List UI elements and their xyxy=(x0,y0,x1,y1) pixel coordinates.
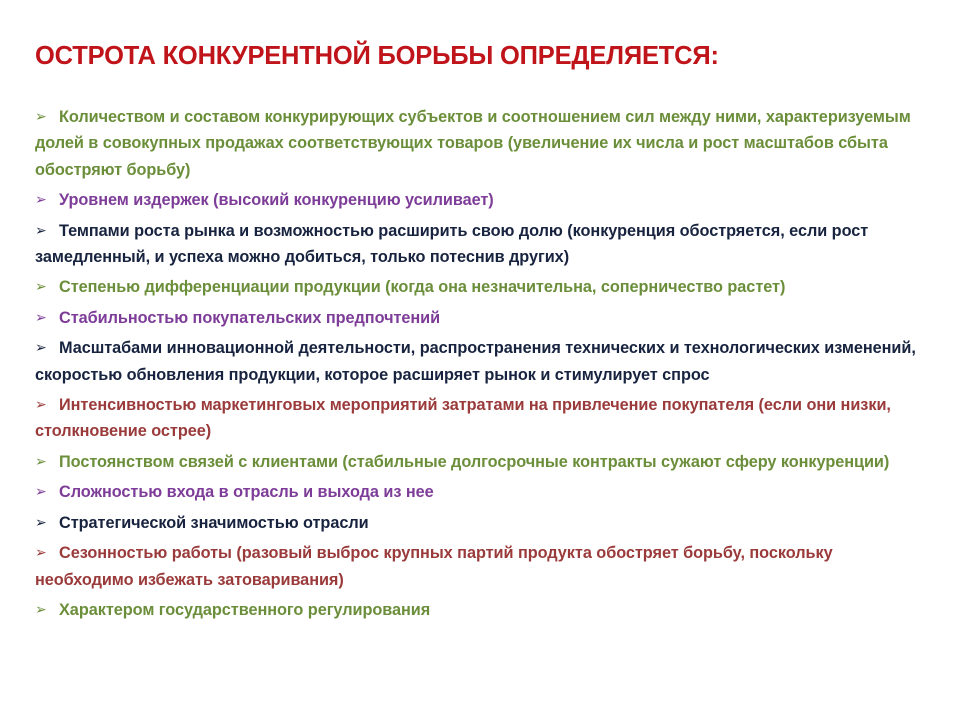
list-item xyxy=(35,335,935,388)
slide-title: ОСТРОТА КОНКУРЕНТНОЙ БОРЬБЫ ОПРЕДЕЛЯЕТСЯ: xyxy=(35,42,719,70)
list-item-text: Сезонностью работы (разовый выброс крупных партий продукта обостряет борьбу, поскольку необходимо избежать затоваривания) xyxy=(35,544,833,589)
arrow-right-icon: ➢ xyxy=(35,309,47,326)
list-item-text: Темпами роста рынка и возможностью расширить свою долю (конкуренция обостряется, если рост замедленный, и успеха можно добиться, только потеснив других) xyxy=(35,221,869,267)
arrow-right-icon: ➢ xyxy=(35,453,47,470)
arrow-right-icon: ➢ xyxy=(35,109,47,125)
list-item-text: Стабильностью покупательских предпочтений xyxy=(59,308,441,327)
list-item xyxy=(35,104,935,183)
list-item-text: Степенью дифференциации продукции (когда она незначительна, соперничество растет) xyxy=(59,278,786,297)
list-item xyxy=(35,510,935,536)
list-item xyxy=(35,392,935,445)
arrow-right-icon: ➢ xyxy=(35,192,47,209)
arrow-right-icon: ➢ xyxy=(35,514,47,531)
list-item xyxy=(35,187,935,213)
arrow-right-icon: ➢ xyxy=(35,397,47,414)
list-item xyxy=(35,540,935,593)
list-item-text: Постоянством связей с клиентами (стабильные долгосрочные контракты сужают сферу конкуренции) xyxy=(59,452,890,471)
arrow-right-icon: ➢ xyxy=(35,601,47,618)
list-item-text: Количеством и составом конкурирующих субъектов и соотношением сил между ними, характеризуемым долей в совокупных продажах соответствующих товаров (увеличение их числа и рост масштабов сбыта обостряют борьбу) xyxy=(35,108,911,179)
list-item-text: Уровнем издержек (высокий конкуренцию усиливает) xyxy=(59,191,494,210)
bullet-list xyxy=(35,104,935,627)
arrow-right-icon: ➢ xyxy=(35,222,47,239)
list-item xyxy=(35,449,935,475)
arrow-right-icon: ➢ xyxy=(35,340,47,357)
list-item-text: Интенсивностью маркетинговых мероприятий затратами на привлечение покупателя (если они низки, столкновение острее) xyxy=(35,396,891,441)
list-item xyxy=(35,479,935,505)
arrow-right-icon: ➢ xyxy=(35,484,47,501)
list-item-text: Характером государственного регулирования xyxy=(59,600,431,619)
list-item xyxy=(35,305,935,331)
list-item xyxy=(35,274,935,300)
list-item-text: Стратегической значимостью отрасли xyxy=(59,513,369,532)
list-item xyxy=(35,218,935,271)
list-item xyxy=(35,597,935,623)
arrow-right-icon: ➢ xyxy=(35,545,47,562)
list-item-text: Сложностью входа в отрасль и выхода из нее xyxy=(59,483,434,502)
arrow-right-icon: ➢ xyxy=(35,279,47,296)
list-item-text: Масштабами инновационной деятельности, распространения технических и технологических изменений, скоростью обновления продукции, которое расширяет рынок и стимулирует спрос xyxy=(35,339,916,384)
